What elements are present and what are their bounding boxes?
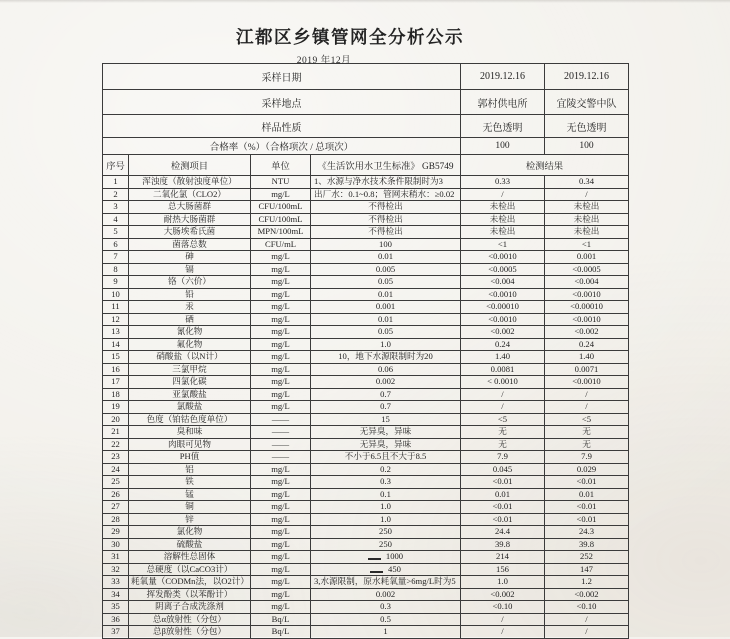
cell-standard: 1.0 bbox=[311, 501, 461, 514]
table-meta-section bbox=[103, 64, 629, 155]
cell-result-2: <0.002 bbox=[545, 326, 629, 339]
cell-item: 总硬度（以CaCO3计） bbox=[129, 563, 251, 576]
cell-result-1: <0.0005 bbox=[461, 263, 545, 276]
cell-standard: 不得检出 bbox=[311, 226, 461, 239]
table-row bbox=[103, 226, 629, 239]
cell-item: 铁 bbox=[129, 476, 251, 489]
table-row bbox=[103, 463, 629, 476]
document-headings bbox=[88, 24, 612, 66]
cell-no: 9 bbox=[103, 276, 129, 289]
meta-row-sample-location bbox=[103, 90, 629, 115]
cell-result-2: <0.004 bbox=[545, 276, 629, 289]
meta-value-sample-date-1: 2019.12.16 bbox=[461, 64, 545, 90]
cell-no: 3 bbox=[103, 201, 129, 214]
cell-unit: mg/L bbox=[251, 551, 311, 564]
table-row bbox=[103, 401, 629, 414]
cell-result-2: <0.0010 bbox=[545, 313, 629, 326]
cell-result-1: / bbox=[461, 401, 545, 414]
cell-unit: mg/L bbox=[251, 363, 311, 376]
cell-unit: mg/L bbox=[251, 326, 311, 339]
cell-result-1: 无 bbox=[461, 426, 545, 439]
cell-no: 33 bbox=[103, 576, 129, 589]
cell-result-2: 无 bbox=[545, 426, 629, 439]
cell-unit: mg/L bbox=[251, 263, 311, 276]
cell-unit: mg/L bbox=[251, 276, 311, 289]
cell-unit: mg/L bbox=[251, 251, 311, 264]
cell-item: 氯化物 bbox=[129, 526, 251, 539]
table-row bbox=[103, 576, 629, 589]
cell-result-2: <0.01 bbox=[545, 513, 629, 526]
cell-item: 氟化物 bbox=[129, 338, 251, 351]
cell-result-2: <0.0010 bbox=[545, 376, 629, 389]
cell-unit: mg/L bbox=[251, 538, 311, 551]
table-row bbox=[103, 313, 629, 326]
meta-value-sample-nature-2: 无色透明 bbox=[545, 115, 629, 138]
cell-item: 镉 bbox=[129, 263, 251, 276]
cell-result-2: 0.029 bbox=[545, 463, 629, 476]
cell-standard: 出厂水：0.1~0.8；管网末稍水：≥0.02 bbox=[311, 188, 461, 201]
cell-unit: mg/L bbox=[251, 351, 311, 364]
cell-standard: 1.0 bbox=[311, 513, 461, 526]
cell-item: 总β放射性（分包） bbox=[129, 626, 251, 639]
cell-standard: 不得检出 bbox=[311, 201, 461, 214]
cell-no: 35 bbox=[103, 601, 129, 614]
cell-unit: —— bbox=[251, 413, 311, 426]
cell-unit: mg/L bbox=[251, 188, 311, 201]
table-row bbox=[103, 438, 629, 451]
meta-label-sample-location: 采样地点 bbox=[103, 90, 461, 115]
cell-result-2: 0.0071 bbox=[545, 363, 629, 376]
cell-result-2: 无 bbox=[545, 438, 629, 451]
cell-result-1: 0.33 bbox=[461, 176, 545, 189]
meta-row-pass-rate bbox=[103, 138, 629, 155]
cell-item: 三氯甲烷 bbox=[129, 363, 251, 376]
cell-result-2: 147 bbox=[545, 563, 629, 576]
cell-no: 17 bbox=[103, 376, 129, 389]
cell-item: 锌 bbox=[129, 513, 251, 526]
cell-no: 37 bbox=[103, 626, 129, 639]
cell-result-1: <0.004 bbox=[461, 276, 545, 289]
cell-item: PH值 bbox=[129, 451, 251, 464]
cell-standard: 1000 bbox=[311, 551, 461, 564]
cell-result-1: <0.0010 bbox=[461, 313, 545, 326]
cell-unit: mg/L bbox=[251, 588, 311, 601]
cell-result-1: 未检出 bbox=[461, 201, 545, 214]
meta-value-sample-location-2: 宜陵交警中队 bbox=[545, 90, 629, 115]
cell-unit: —— bbox=[251, 451, 311, 464]
cell-item: 总α放射性（分包） bbox=[129, 613, 251, 626]
cell-unit: mg/L bbox=[251, 301, 311, 314]
cell-no: 24 bbox=[103, 463, 129, 476]
cell-result-1: 未检出 bbox=[461, 213, 545, 226]
table-row bbox=[103, 251, 629, 264]
cell-no: 26 bbox=[103, 488, 129, 501]
cell-standard: 250 bbox=[311, 526, 461, 539]
cell-result-1: / bbox=[461, 626, 545, 639]
cell-standard: 1.0 bbox=[311, 338, 461, 351]
cell-unit: Bq/L bbox=[251, 626, 311, 639]
cell-result-1: <0.01 bbox=[461, 476, 545, 489]
table-row bbox=[103, 613, 629, 626]
cell-standard: 0.01 bbox=[311, 288, 461, 301]
table-row bbox=[103, 288, 629, 301]
table-row bbox=[103, 488, 629, 501]
col-header-unit: 单位 bbox=[251, 155, 311, 176]
cell-result-1: <0.002 bbox=[461, 588, 545, 601]
meta-label-pass-rate: 合格率（%）（合格项次 / 总项次） bbox=[103, 138, 461, 155]
cell-result-1: / bbox=[461, 613, 545, 626]
cell-standard: 0.05 bbox=[311, 276, 461, 289]
cell-item: 氰化物 bbox=[129, 326, 251, 339]
cell-item: 亚氯酸盐 bbox=[129, 388, 251, 401]
pen-mark bbox=[368, 558, 381, 560]
cell-result-2: 1.2 bbox=[545, 576, 629, 589]
cell-unit: mg/L bbox=[251, 338, 311, 351]
cell-no: 14 bbox=[103, 338, 129, 351]
cell-result-1: <1 bbox=[461, 238, 545, 251]
cell-result-1: < 0.0010 bbox=[461, 376, 545, 389]
cell-item: 砷 bbox=[129, 251, 251, 264]
table-header-section bbox=[103, 155, 629, 176]
table-row bbox=[103, 176, 629, 189]
cell-result-2: <0.002 bbox=[545, 588, 629, 601]
cell-item: 肉眼可见物 bbox=[129, 438, 251, 451]
cell-standard: 1 bbox=[311, 626, 461, 639]
meta-value-sample-nature-1: 无色透明 bbox=[461, 115, 545, 138]
cell-item: 阴离子合成洗涤剂 bbox=[129, 601, 251, 614]
meta-value-pass-rate-2: 100 bbox=[545, 138, 629, 155]
cell-unit: mg/L bbox=[251, 513, 311, 526]
cell-no: 13 bbox=[103, 326, 129, 339]
cell-result-2: / bbox=[545, 626, 629, 639]
cell-no: 21 bbox=[103, 426, 129, 439]
cell-standard: 不得检出 bbox=[311, 213, 461, 226]
cell-item: 色度（铂钴色度单位） bbox=[129, 413, 251, 426]
cell-result-1: 无 bbox=[461, 438, 545, 451]
cell-no: 6 bbox=[103, 238, 129, 251]
cell-result-1: 156 bbox=[461, 563, 545, 576]
cell-standard: 100 bbox=[311, 238, 461, 251]
cell-result-2: 未检出 bbox=[545, 226, 629, 239]
scan-edge bbox=[0, 0, 730, 3]
table-row bbox=[103, 563, 629, 576]
table-row bbox=[103, 326, 629, 339]
cell-standard: 0.06 bbox=[311, 363, 461, 376]
cell-standard: 0.2 bbox=[311, 463, 461, 476]
cell-item: 耐热大肠菌群 bbox=[129, 213, 251, 226]
table-row bbox=[103, 188, 629, 201]
cell-standard: 0.3 bbox=[311, 476, 461, 489]
table-row bbox=[103, 426, 629, 439]
table-row bbox=[103, 276, 629, 289]
cell-standard: 1、水源与净水技术条件限制时为3 bbox=[311, 176, 461, 189]
cell-unit: mg/L bbox=[251, 563, 311, 576]
cell-result-2: 0.24 bbox=[545, 338, 629, 351]
cell-unit: CFU/mL bbox=[251, 238, 311, 251]
cell-result-2: <0.01 bbox=[545, 501, 629, 514]
cell-no: 31 bbox=[103, 551, 129, 564]
cell-result-1: 0.24 bbox=[461, 338, 545, 351]
cell-unit: CFU/100mL bbox=[251, 201, 311, 214]
cell-result-2: <0.0005 bbox=[545, 263, 629, 276]
table-row bbox=[103, 588, 629, 601]
table-row bbox=[103, 376, 629, 389]
table-row bbox=[103, 301, 629, 314]
cell-no: 25 bbox=[103, 476, 129, 489]
cell-no: 28 bbox=[103, 513, 129, 526]
cell-result-1: 39.8 bbox=[461, 538, 545, 551]
table-row bbox=[103, 363, 629, 376]
cell-no: 23 bbox=[103, 451, 129, 464]
meta-row-sample-date bbox=[103, 64, 629, 90]
cell-no: 20 bbox=[103, 413, 129, 426]
cell-standard: 15 bbox=[311, 413, 461, 426]
cell-no: 2 bbox=[103, 188, 129, 201]
cell-result-2: / bbox=[545, 401, 629, 414]
cell-no: 29 bbox=[103, 526, 129, 539]
cell-item: 硒 bbox=[129, 313, 251, 326]
cell-standard: 250 bbox=[311, 538, 461, 551]
cell-unit: mg/L bbox=[251, 576, 311, 589]
table-row bbox=[103, 626, 629, 639]
col-header-item: 检测项目 bbox=[129, 155, 251, 176]
table-row bbox=[103, 201, 629, 214]
cell-unit: CFU/100mL bbox=[251, 213, 311, 226]
page-subtitle: 2019 年12月 bbox=[296, 56, 352, 66]
cell-standard: 0.3 bbox=[311, 601, 461, 614]
cell-item: 铝 bbox=[129, 463, 251, 476]
column-header-row bbox=[103, 155, 629, 176]
cell-no: 10 bbox=[103, 288, 129, 301]
cell-standard: 不小于6.5且不大于8.5 bbox=[311, 451, 461, 464]
cell-result-1: <5 bbox=[461, 413, 545, 426]
cell-standard: 0.05 bbox=[311, 326, 461, 339]
table-row bbox=[103, 451, 629, 464]
cell-no: 16 bbox=[103, 363, 129, 376]
cell-no: 18 bbox=[103, 388, 129, 401]
table-row bbox=[103, 601, 629, 614]
cell-result-2: 0.01 bbox=[545, 488, 629, 501]
cell-item: 硝酸盐（以N计） bbox=[129, 351, 251, 364]
cell-result-1: 0.01 bbox=[461, 488, 545, 501]
cell-result-2: / bbox=[545, 188, 629, 201]
table-row bbox=[103, 501, 629, 514]
cell-unit: mg/L bbox=[251, 526, 311, 539]
table-row bbox=[103, 263, 629, 276]
cell-result-2: 252 bbox=[545, 551, 629, 564]
cell-standard: 0.7 bbox=[311, 388, 461, 401]
cell-standard: 0.002 bbox=[311, 588, 461, 601]
cell-result-1: 0.0081 bbox=[461, 363, 545, 376]
cell-standard: 无异臭，异味 bbox=[311, 438, 461, 451]
cell-no: 7 bbox=[103, 251, 129, 264]
cell-result-2: 24.3 bbox=[545, 526, 629, 539]
cell-item: 浑浊度（散射浊度单位） bbox=[129, 176, 251, 189]
cell-item: 二氧化氯（CLO2） bbox=[129, 188, 251, 201]
table-row bbox=[103, 388, 629, 401]
table-row bbox=[103, 213, 629, 226]
cell-result-2: 未检出 bbox=[545, 213, 629, 226]
meta-value-sample-location-1: 郭村供电所 bbox=[461, 90, 545, 115]
cell-result-1: <0.01 bbox=[461, 501, 545, 514]
cell-no: 30 bbox=[103, 538, 129, 551]
cell-result-1: 未检出 bbox=[461, 226, 545, 239]
cell-item: 四氯化碳 bbox=[129, 376, 251, 389]
cell-standard: 450 bbox=[311, 563, 461, 576]
cell-no: 19 bbox=[103, 401, 129, 414]
cell-unit: mg/L bbox=[251, 488, 311, 501]
cell-no: 12 bbox=[103, 313, 129, 326]
cell-no: 15 bbox=[103, 351, 129, 364]
cell-standard: 0.7 bbox=[311, 401, 461, 414]
cell-result-1: <0.0010 bbox=[461, 251, 545, 264]
cell-unit: Bq/L bbox=[251, 613, 311, 626]
cell-result-1: 1.40 bbox=[461, 351, 545, 364]
cell-item: 汞 bbox=[129, 301, 251, 314]
cell-no: 4 bbox=[103, 213, 129, 226]
cell-item: 氯酸盐 bbox=[129, 401, 251, 414]
cell-standard: 0.002 bbox=[311, 376, 461, 389]
cell-standard: 10，地下水源限制时为20 bbox=[311, 351, 461, 364]
cell-result-2: <0.10 bbox=[545, 601, 629, 614]
col-header-standard: 《生活饮用水卫生标准》 GB5749 bbox=[311, 155, 461, 176]
col-header-no: 序号 bbox=[103, 155, 129, 176]
cell-no: 27 bbox=[103, 501, 129, 514]
cell-standard: 0.001 bbox=[311, 301, 461, 314]
cell-result-2: / bbox=[545, 613, 629, 626]
cell-unit: mg/L bbox=[251, 501, 311, 514]
cell-result-2: <1 bbox=[545, 238, 629, 251]
cell-item: 臭和味 bbox=[129, 426, 251, 439]
cell-result-1: 0.045 bbox=[461, 463, 545, 476]
table-row bbox=[103, 526, 629, 539]
cell-result-1: <0.10 bbox=[461, 601, 545, 614]
cell-no: 32 bbox=[103, 563, 129, 576]
cell-item: 铬（六价） bbox=[129, 276, 251, 289]
page-title: 江都区乡镇管网全分析公示 bbox=[236, 27, 464, 47]
table-row bbox=[103, 476, 629, 489]
cell-item: 菌落总数 bbox=[129, 238, 251, 251]
cell-no: 5 bbox=[103, 226, 129, 239]
cell-item: 铜 bbox=[129, 501, 251, 514]
table-row bbox=[103, 538, 629, 551]
table-row bbox=[103, 551, 629, 564]
meta-label-sample-nature: 样品性质 bbox=[103, 115, 461, 138]
cell-result-2: 未检出 bbox=[545, 201, 629, 214]
col-header-result: 检测结果 bbox=[461, 155, 629, 176]
cell-result-1: 1.0 bbox=[461, 576, 545, 589]
table-row bbox=[103, 413, 629, 426]
cell-result-2: <0.0010 bbox=[545, 288, 629, 301]
cell-result-2: <5 bbox=[545, 413, 629, 426]
cell-item: 硫酸盐 bbox=[129, 538, 251, 551]
meta-value-pass-rate-1: 100 bbox=[461, 138, 545, 155]
cell-unit: mg/L bbox=[251, 376, 311, 389]
meta-label-sample-date: 采样日期 bbox=[103, 64, 461, 90]
cell-standard: 0.01 bbox=[311, 251, 461, 264]
cell-result-1: 24.4 bbox=[461, 526, 545, 539]
cell-item: 铅 bbox=[129, 288, 251, 301]
cell-result-2: 7.9 bbox=[545, 451, 629, 464]
cell-unit: —— bbox=[251, 426, 311, 439]
cell-standard: 3,水源限制，原水耗氧量>6mg/L时为5 bbox=[311, 576, 461, 589]
meta-value-sample-date-2: 2019.12.16 bbox=[545, 64, 629, 90]
cell-standard: 0.1 bbox=[311, 488, 461, 501]
cell-item: 大肠埃希氏菌 bbox=[129, 226, 251, 239]
cell-result-1: <0.00010 bbox=[461, 301, 545, 314]
cell-result-1: <0.002 bbox=[461, 326, 545, 339]
cell-no: 1 bbox=[103, 176, 129, 189]
cell-unit: mg/L bbox=[251, 601, 311, 614]
cell-result-2: 0.001 bbox=[545, 251, 629, 264]
cell-result-2: <0.00010 bbox=[545, 301, 629, 314]
cell-item: 溶解性总固体 bbox=[129, 551, 251, 564]
cell-standard: 0.5 bbox=[311, 613, 461, 626]
cell-unit: mg/L bbox=[251, 463, 311, 476]
cell-result-2: / bbox=[545, 388, 629, 401]
cell-no: 36 bbox=[103, 613, 129, 626]
cell-result-2: 39.8 bbox=[545, 538, 629, 551]
cell-unit: mg/L bbox=[251, 288, 311, 301]
cell-no: 34 bbox=[103, 588, 129, 601]
meta-row-sample-nature bbox=[103, 115, 629, 138]
cell-result-1: <0.0010 bbox=[461, 288, 545, 301]
cell-unit: NTU bbox=[251, 176, 311, 189]
table-row bbox=[103, 351, 629, 364]
table-row bbox=[103, 513, 629, 526]
cell-no: 22 bbox=[103, 438, 129, 451]
cell-standard: 0.005 bbox=[311, 263, 461, 276]
cell-item: 总大肠菌群 bbox=[129, 201, 251, 214]
cell-result-1: / bbox=[461, 188, 545, 201]
cell-result-1: / bbox=[461, 388, 545, 401]
cell-item: 耗氧量（CODMn法，以O2计） bbox=[129, 576, 251, 589]
pen-mark bbox=[370, 571, 383, 573]
water-analysis-table bbox=[102, 63, 629, 639]
cell-result-1: 214 bbox=[461, 551, 545, 564]
cell-no: 8 bbox=[103, 263, 129, 276]
table-data-section bbox=[103, 176, 629, 639]
cell-unit: mg/L bbox=[251, 388, 311, 401]
table-row bbox=[103, 338, 629, 351]
cell-unit: —— bbox=[251, 438, 311, 451]
cell-result-2: 1.40 bbox=[545, 351, 629, 364]
cell-result-2: 0.34 bbox=[545, 176, 629, 189]
cell-unit: MPN/100mL bbox=[251, 226, 311, 239]
cell-unit: mg/L bbox=[251, 313, 311, 326]
cell-result-1: <0.01 bbox=[461, 513, 545, 526]
cell-result-1: 7.9 bbox=[461, 451, 545, 464]
cell-standard: 无异臭，异味 bbox=[311, 426, 461, 439]
cell-result-2: <0.01 bbox=[545, 476, 629, 489]
cell-item: 锰 bbox=[129, 488, 251, 501]
cell-item: 挥发酚类（以苯酚计） bbox=[129, 588, 251, 601]
cell-unit: mg/L bbox=[251, 401, 311, 414]
cell-standard: 0.01 bbox=[311, 313, 461, 326]
cell-unit: mg/L bbox=[251, 476, 311, 489]
cell-no: 11 bbox=[103, 301, 129, 314]
table-row bbox=[103, 238, 629, 251]
